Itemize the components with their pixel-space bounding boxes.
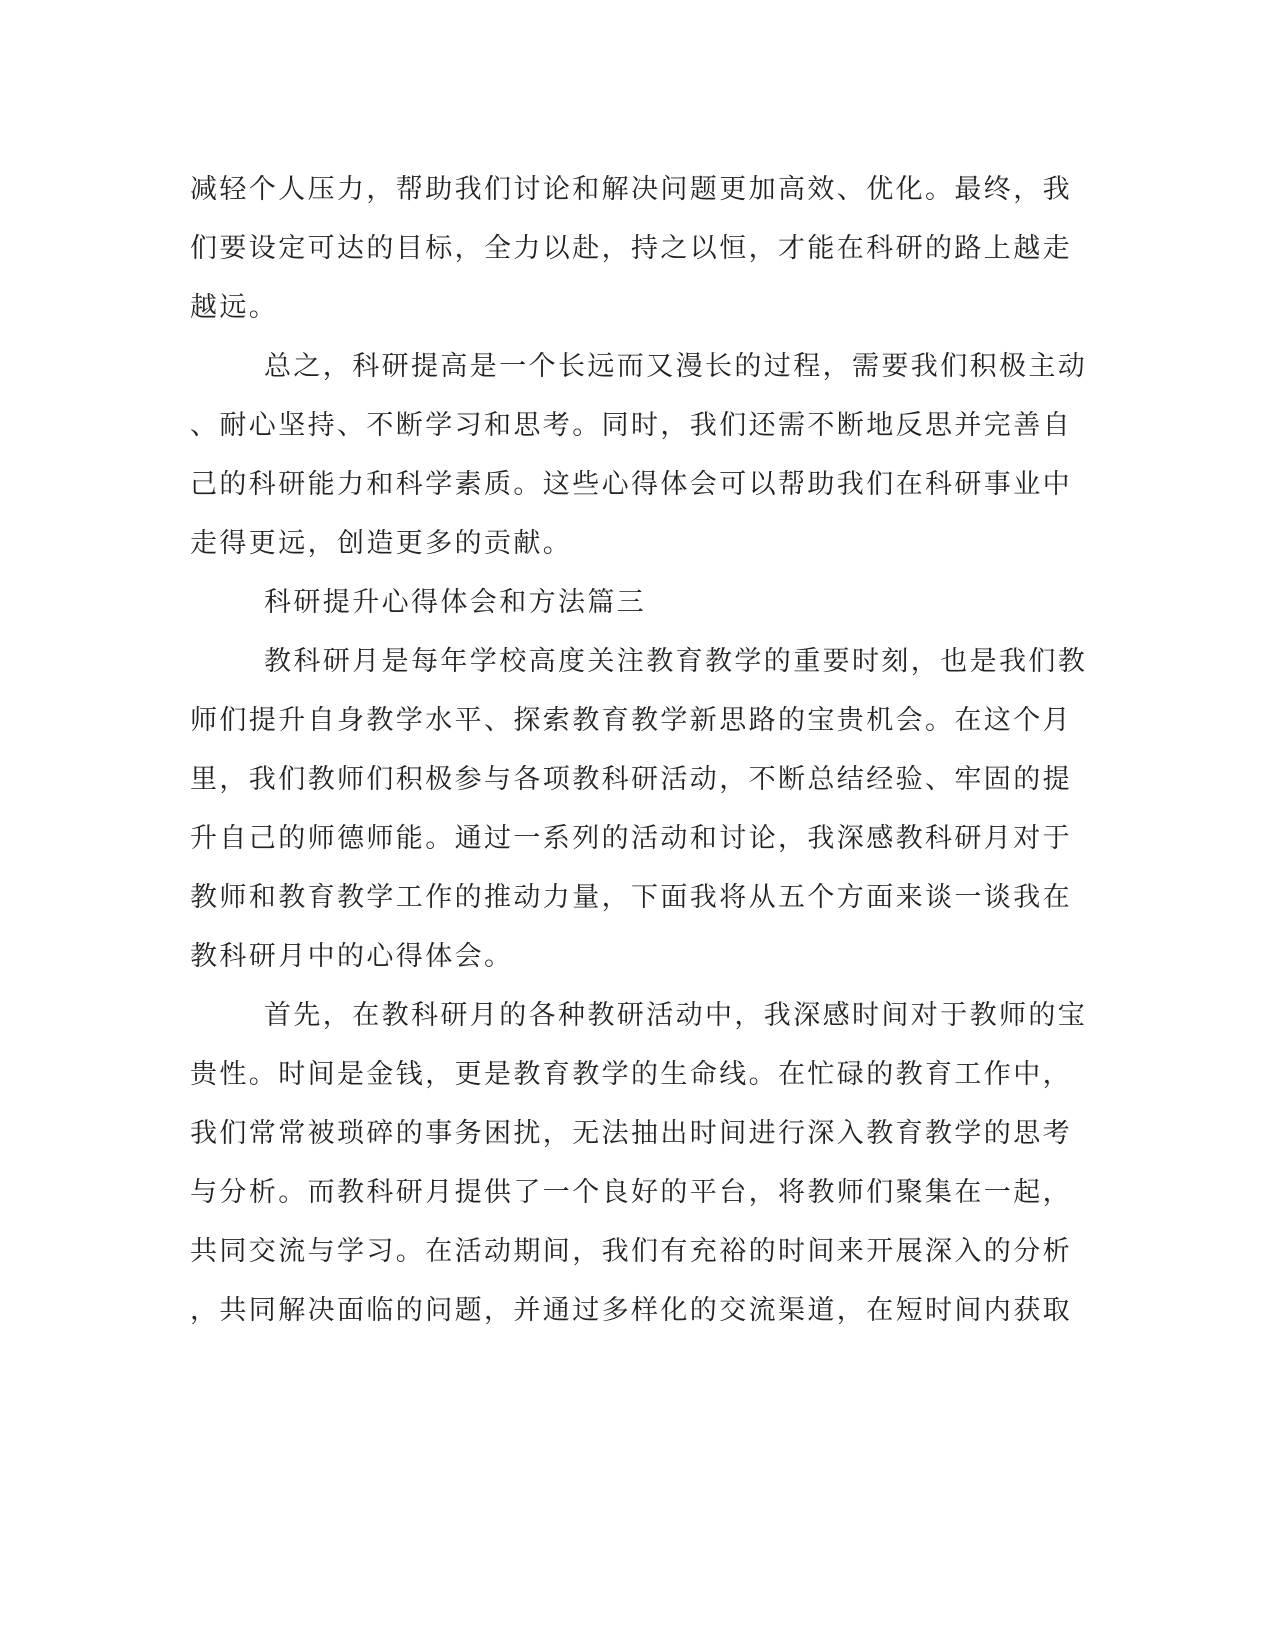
text-line: 教科研月中的心得体会。 xyxy=(190,941,514,972)
text-line: 共同交流与学习。在活动期间，我们有充裕的时间来开展深入的分析 xyxy=(190,1236,1072,1267)
text-line: 越远。 xyxy=(190,292,279,323)
section-heading: 科研提升心得体会和方法篇三 xyxy=(264,587,647,618)
paragraph-first-line: 教科研月是每年学校高度关注教育教学的重要时刻，也是我们教 xyxy=(264,646,1088,677)
document-body xyxy=(190,160,1088,1340)
text-line: 己的科研能力和科学素质。这些心得体会可以帮助我们在科研事业中 xyxy=(190,469,1072,500)
text-line: 师们提升自身教学水平、探索教育教学新思路的宝贵机会。在这个月 xyxy=(190,705,1072,736)
paragraph-first-line: 总之，科研提高是一个长远而又漫长的过程，需要我们积极主动 xyxy=(264,351,1088,382)
text-line: 升自己的师德师能。通过一系列的活动和讨论，我深感教科研月对于 xyxy=(190,823,1072,854)
text-line: 与分析。而教科研月提供了一个良好的平台，将教师们聚集在一起， xyxy=(190,1177,1072,1208)
text-line: ，共同解决面临的问题，并通过多样化的交流渠道，在短时间内获取 xyxy=(190,1295,1072,1326)
text-line: 们要设定可达的目标，全力以赴，持之以恒，才能在科研的路上越走 xyxy=(190,233,1072,264)
text-line: 我们常常被琐碎的事务困扰，无法抽出时间进行深入教育教学的思考 xyxy=(190,1118,1072,1149)
paragraph-first-line: 首先，在教科研月的各种教研活动中，我深感时间对于教师的宝 xyxy=(264,1000,1088,1031)
text-line: 贵性。时间是金钱，更是教育教学的生命线。在忙碌的教育工作中， xyxy=(190,1059,1072,1090)
text-line: 走得更远，创造更多的贡献。 xyxy=(190,528,573,559)
text-line: 、耐心坚持、不断学习和思考。同时，我们还需不断地反思并完善自 xyxy=(190,410,1072,441)
text-line: 里，我们教师们积极参与各项教科研活动，不断总结经验、牢固的提 xyxy=(190,764,1072,795)
text-line: 减轻个人压力，帮助我们讨论和解决问题更加高效、优化。最终，我 xyxy=(190,174,1072,205)
text-line: 教师和教育教学工作的推动力量，下面我将从五个方面来谈一谈我在 xyxy=(190,882,1072,913)
